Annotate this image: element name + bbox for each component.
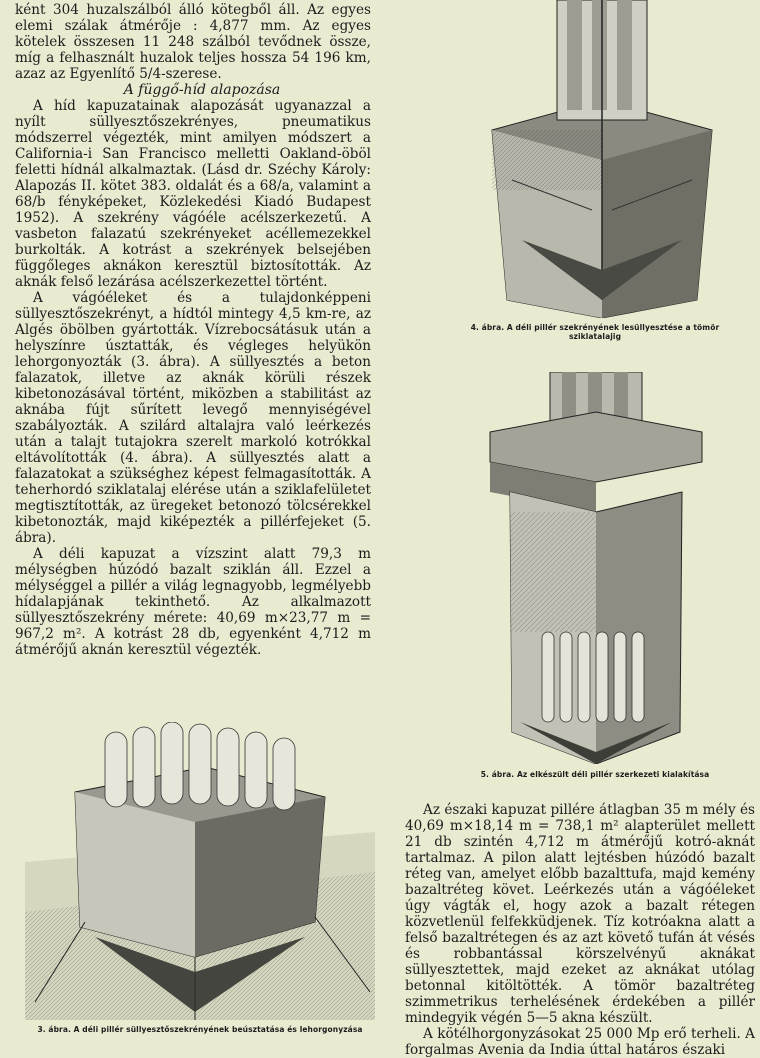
intro-paragraph: ként 304 huzalszálból álló kötegből áll. Az egyes elemi szálak átmérője : 4,877 mm. Az egyes kötelek összesen 11 248 szálból tevődnek össze, míg a felhasznált huzalok teljes hossza 54 196 km, azaz az Egyenlítő 5/4-szerese. (15, 2, 371, 82)
right-column (405, 802, 755, 1058)
body-paragraph-2: A vágóéleket és a tulajdonképpeni süllyesztőszekrényt, a hídtól mintegy 4,5 km-re, az Algés öbölben gyártották. Vízrebocsátásuk után a helyszínre úsztatták, és végleges helyükön lehorgonyozták (3. ábra). A süllyesztés a beton falazatok, illetve az aknák körüli részek kibetonozásával történt, miközben a stabilitást az aknába fújt sűrített levegő mennyiségével szabályozták. A szilárd altalajra való leérkezés után a talajt tutajokra szerelt markoló kotrókkal eltávolították (4. ábra). A süllyesztés alatt a falazatokat a szükséghez képest felmagasították. A teherhordó sziklatalaj elérése után a sziklafelületet megtisztították, az üregeket betonozó tölcsérekkel kibetonozták, majd kiképezték a pillérfejeket (5. ábra). (15, 290, 371, 546)
right-paragraph-2: A kötélhorgonyzásokat 25 000 Mp erő terheli. A forgalmas Avenia da India úttal határos északi (405, 1026, 755, 1058)
figure-4-caption: 4. ábra. A déli pillér szekrényének lesüllyesztése a tömör sziklatalajig (470, 323, 720, 341)
figure-4-image (452, 0, 736, 318)
figure-3-image (25, 722, 375, 1020)
figure-3-caption: 3. ábra. A déli pillér süllyesztőszekrényének beúsztatása és lehorgonyzása (37, 1025, 363, 1034)
figure-5-image (480, 372, 712, 764)
section-heading: A függő-híd alapozása (123, 82, 281, 98)
right-paragraph-1: Az északi kapuzat pillére átlagban 35 m mély és 40,69 m×18,14 m = 738,1 m² alapterület mellett 21 db szintén 4,712 m átmérőjű kotró-aknát tartalmaz. A pilon alatt lejtésben húzódó bazalt réteg van, amelyet előbb bazalttufa, majd kemény bazaltréteg követ. Leérkezés után a vágóéleket úgy vágták el, hogy azok a bazalt rétegen közvetlenül felfekküdjenek. Tíz kotróakna alatt a felső bazaltrétegen és az azt követő tufán át vésés és robbantással körszelvényű aknákat süllyesztettek, majd ezeket az aknákat utólag betonnal kitöltötték. A tömör bazaltréteg szimmetrikus terhelésének érdekében a pillér mindegyik végén 5—5 akna készült. (405, 802, 755, 1026)
body-paragraph-1: A híd kapuzatainak alapozását ugyanazzal a nyílt süllyesztőszekrényes, pneumatikus módszerrel végezték, mint amilyen módszert a California-i San Francisco melletti Oakland-öböl feletti hídnál alkalmaztak. (Lásd dr. Széchy Károly: Alapozás II. kötet 383. oldalát és a 68/a, valamint a 68/b fényképeket, Közlekedési Kiadó Budapest 1952). A szekrény vágóéle acélszerkezetű. A vasbeton falazatú szekrényeket acéllemezekkel burkolták. A kotrást a szekrények belsejében függőleges aknákon keresztül biztosították. Az aknák felső lezárása acélszerkezettel történt. (15, 98, 371, 290)
left-column (15, 2, 371, 658)
figure-5-caption: 5. ábra. Az elkészült déli pillér szerkezeti kialakítása (480, 770, 710, 779)
body-paragraph-3: A déli kapuzat a vízszint alatt 79,3 m mélységben húzódó bazalt sziklán áll. Ezzel a mélységgel a pillér a világ legnagyobb, legmélyebb hídalapjának tekinthető. Az alkalmazott süllyesztőszekrény mérete: 40,69 m×23,77 m = 967,2 m². A kotrást 28 db, egyenként 4,712 m átmérőjű aknán keresztül végezték. (15, 546, 371, 658)
